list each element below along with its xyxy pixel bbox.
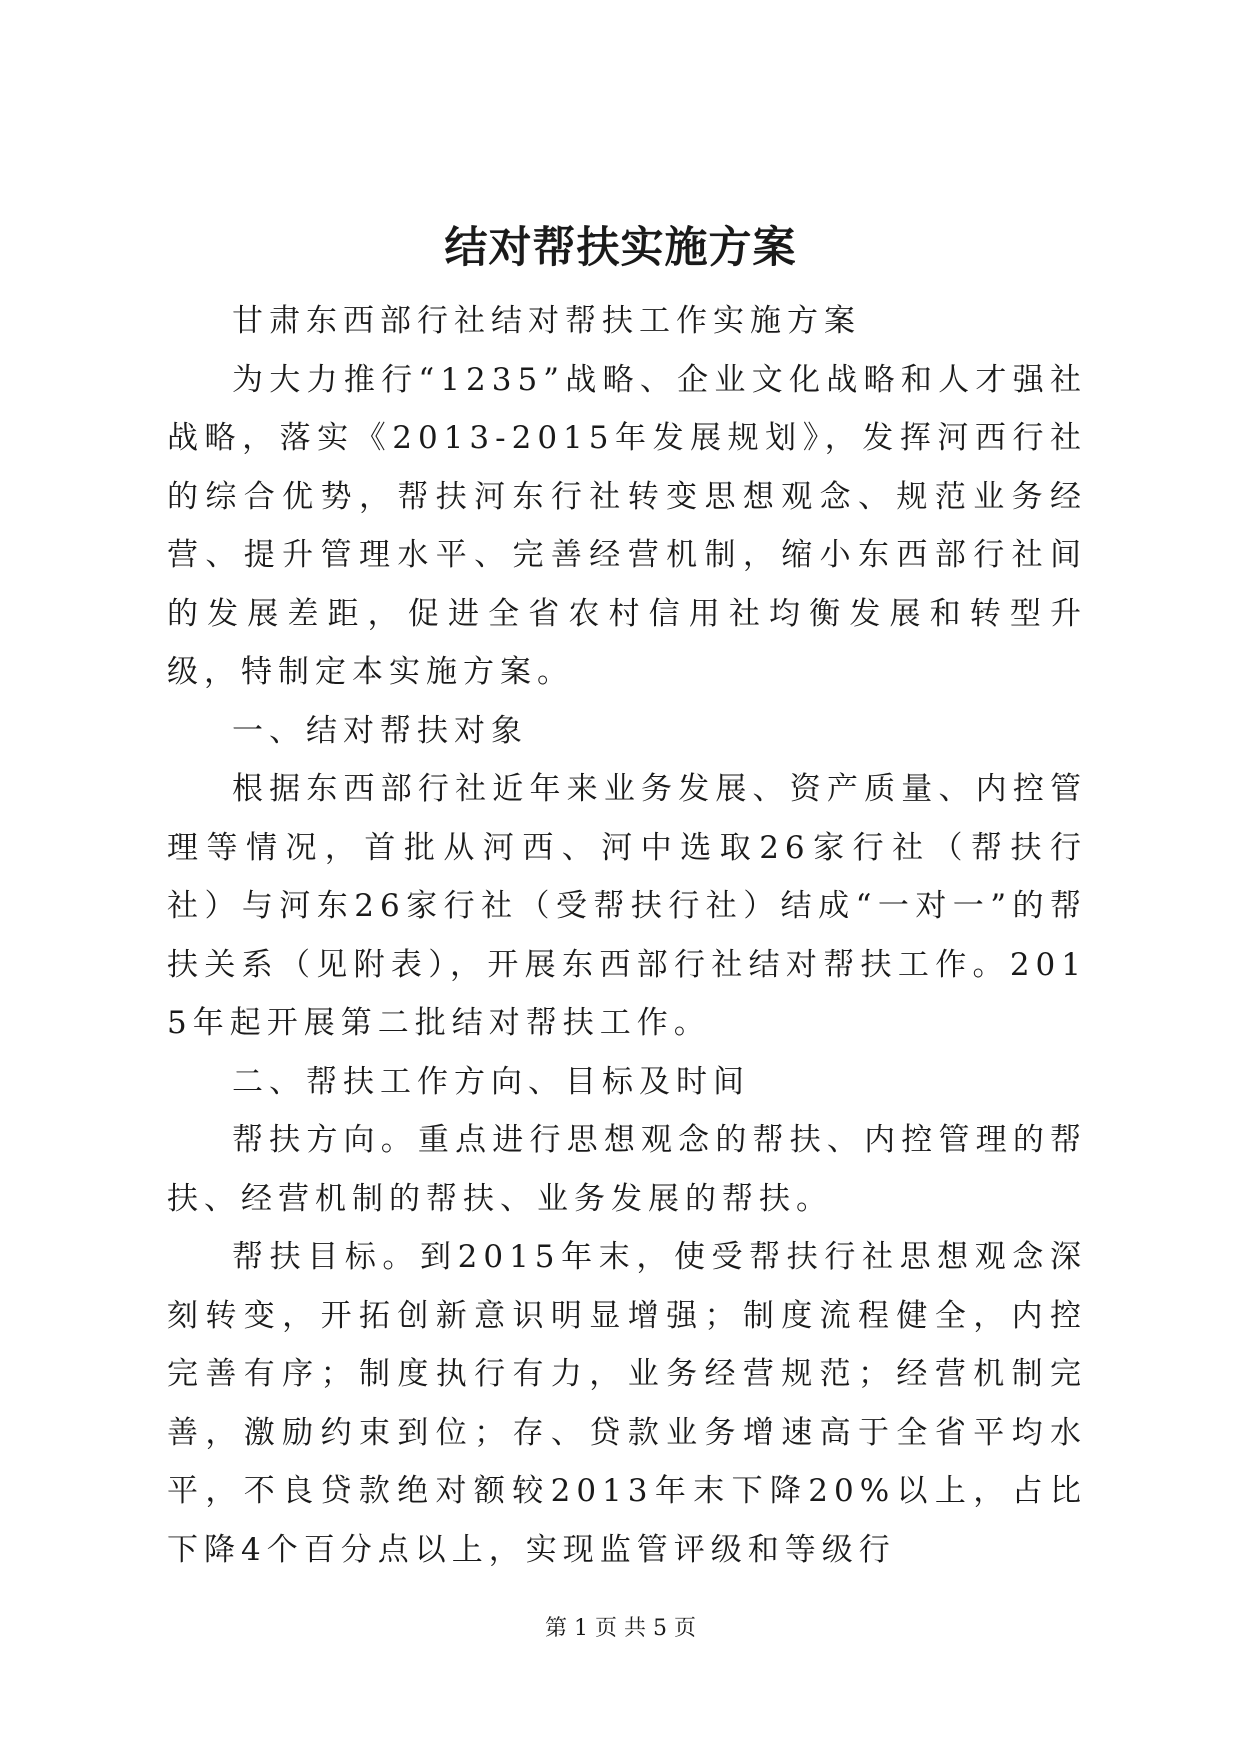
document-title: 结对帮扶实施方案 [444,223,797,273]
paragraph-intro: 为大力推行“1235”战略、企业文化战略和人才强社战略，落实《2013-2015年发展规划》，发挥河西行社的综合优势，帮扶河东行社转变思想观念、规范业务经营、提升管理水平、完善经营机制，缩小东西部行社间的发展差距，促进全省农村信用社均衡发展和转型升级，特制定本实施方案。 [167,361,1087,690]
paragraph-targets: 根据东西部行社近年来业务发展、资产质量、内控管理等情况，首批从河西、河中选取26家行社（帮扶行社）与河东26家行社（受帮扶行社）结成“一对一”的帮扶关系（见附表），开展东西部行社结对帮扶工作。2015年起开展第二批结对帮扶工作。 [167,771,1087,1041]
section-heading-2: 二、帮扶工作方向、目标及时间 [232,1063,750,1100]
page-footer [0,1614,1241,1644]
document-body [167,292,1087,1579]
paragraph-goals: 帮扶目标。到2015年末，使受帮扶行社思想观念深刻转变，开拓创新意识明显增强；制度流程健全，内控完善有序；制度执行有力，业务经营规范；经营机制完善，激励约束到位；存、贷款业务增速高于全省平均水平，不良贷款绝对额较2013年末下降20%以上，占比下降4个百分点以上，实现监管评级和等级行 [167,1239,1087,1568]
paragraph-direction: 帮扶方向。重点进行思想观念的帮扶、内控管理的帮扶、经营机制的帮扶、业务发展的帮扶。 [167,1122,1087,1217]
page-number: 第 1 页 共 5 页 [545,1616,696,1641]
section-heading-1: 一、结对帮扶对象 [232,712,528,749]
paragraph-subtitle: 甘肃东西部行社结对帮扶工作实施方案 [232,303,861,339]
